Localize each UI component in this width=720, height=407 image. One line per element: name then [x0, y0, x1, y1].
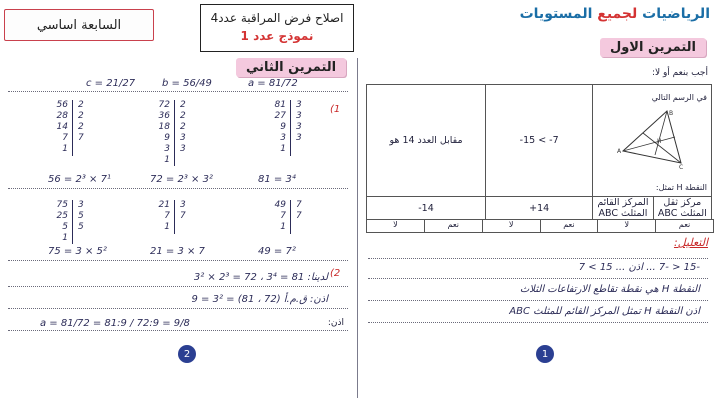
- d72-d3: 3: [180, 133, 186, 143]
- table-cell-plus14: [486, 197, 593, 220]
- d81-n3: 3: [280, 133, 286, 143]
- dotted-line-2: [368, 278, 708, 279]
- d49-n0: 49: [274, 200, 286, 210]
- ex2-dotted-q2-3: [8, 330, 348, 331]
- figure-label-c: C: [679, 164, 684, 171]
- d56-n3: 7: [62, 133, 68, 143]
- result-56: 56 = 2³ × 7¹: [48, 174, 111, 185]
- title-line-1: اصلاح فرض المراقبة عدد4: [210, 11, 344, 25]
- result-21: 21 = 3 × 7: [150, 246, 205, 257]
- q2-line-2: اذن: ق.م.أ (72 ، 81) = 3² = 9: [191, 294, 328, 305]
- d56-n0: 56: [56, 100, 68, 110]
- decomp-81-numbers: [268, 100, 286, 155]
- decomp-56-numbers: [50, 100, 68, 155]
- decomp-21-divisors: [180, 200, 186, 222]
- figure-label-b: B: [669, 110, 674, 117]
- d81-n4: 1: [280, 144, 286, 154]
- decomp-75-numbers: [50, 200, 68, 244]
- table-text-opposite-question: مقابل العدد 14 هو: [389, 135, 463, 146]
- result-49: 49 = 7²: [258, 246, 296, 257]
- d49-d0: 7: [296, 200, 302, 210]
- table-cell-opposite-question: [367, 85, 486, 197]
- d81-d2: 3: [296, 122, 302, 132]
- exercise2-label: [236, 58, 346, 77]
- table-cell-compare: [486, 85, 593, 197]
- d56-n1: 28: [56, 111, 68, 121]
- figure-label-a: A: [617, 148, 622, 155]
- d56-bar: [72, 100, 73, 156]
- answer-3: نعم: [540, 220, 598, 232]
- ex2-dotted-fractions: [8, 91, 348, 92]
- d81-d3: 3: [296, 133, 302, 143]
- d21-d0: 3: [180, 200, 186, 210]
- d72-d2: 2: [180, 122, 186, 132]
- d56-d2: 2: [78, 122, 84, 132]
- d72-n4: 3: [164, 144, 170, 154]
- d72-d0: 2: [180, 100, 186, 110]
- d56-n4: 1: [62, 144, 68, 154]
- page-number-1: 1: [536, 345, 554, 363]
- d75-n2: 5: [62, 222, 68, 232]
- result-81: 81 = 3⁴: [258, 174, 296, 185]
- d81-bar: [290, 100, 291, 156]
- ex2-dotted-q2-1: [8, 286, 348, 287]
- d49-bar: [290, 200, 291, 234]
- justify-line-2: النقطة H هي نقطة تقاطع الارتفاعات الثلاث: [519, 284, 700, 295]
- decomp-56-divisors: [78, 100, 84, 144]
- figure-caption: النقطة H تمثل:: [655, 183, 707, 192]
- d49-d1: 7: [296, 211, 302, 221]
- answers-row: [366, 219, 714, 233]
- answer-1: نعم: [655, 220, 713, 232]
- d72-n0: 72: [158, 100, 170, 110]
- answer-6: لا: [393, 220, 398, 229]
- exercise1-instruction: أجب بنعم أو لا:: [651, 68, 708, 78]
- figure-label-h: H: [657, 138, 662, 145]
- justify-label: التعليل:: [673, 236, 708, 249]
- decomp-72-numbers: [152, 100, 170, 166]
- d72-n5: 1: [164, 155, 170, 165]
- table-cell-orthocenter: [593, 197, 653, 220]
- level-text: السابعة اساسي: [36, 17, 122, 33]
- d81-d0: 3: [296, 100, 302, 110]
- d75-bar: [72, 200, 73, 244]
- d56-d3: 7: [78, 133, 84, 143]
- d75-n1: 25: [56, 211, 68, 221]
- exercise1-label-text: التمرين الاول: [609, 40, 696, 55]
- decomp-49-numbers: [268, 200, 286, 233]
- site-title: [520, 6, 710, 22]
- q2-result: a = 81/72 = 81:9 / 72:9 = 9/8: [40, 318, 190, 329]
- d72-d1: 2: [180, 111, 186, 121]
- q2-line-1: لدينا: 81 = 3⁴ ، 72 = 2³ × 3²: [193, 272, 328, 283]
- d72-bar: [174, 100, 175, 166]
- exercise1-table: [366, 84, 712, 220]
- page-number-2: 2: [178, 345, 196, 363]
- site-title-part-1: الرياضيات: [642, 6, 710, 22]
- table-text-plus14: +14: [529, 202, 550, 214]
- ex2-dotted-results-2: [8, 260, 348, 261]
- d75-n0: 75: [56, 200, 68, 210]
- justify-line-1: -15 < -7 ... اذن ... 15 > 7: [578, 262, 700, 273]
- d75-d2: 5: [78, 222, 84, 232]
- figure-title: في الرسم التالي: [651, 93, 707, 102]
- column-divider: [357, 58, 358, 398]
- table-text-orthocenter: المركز القائم المثلث ABC: [597, 197, 649, 219]
- decomp-21-numbers: [152, 200, 170, 233]
- d56-d0: 2: [78, 100, 84, 110]
- d49-n1: 7: [280, 211, 286, 221]
- d72-d4: 3: [180, 144, 186, 154]
- result-75: 75 = 3 × 5²: [48, 246, 107, 257]
- d21-n0: 21: [158, 200, 170, 210]
- d81-d1: 3: [296, 111, 302, 121]
- table-text-minus14: -14: [418, 202, 434, 214]
- d72-n1: 36: [158, 111, 170, 121]
- answer-4: لا: [482, 220, 540, 232]
- decomp-72-divisors: [180, 100, 186, 155]
- d75-d1: 5: [78, 211, 84, 221]
- justify-line-3: اذن النقطة H تمثل المركز القائم للمثلث ABC: [509, 306, 700, 317]
- answer-2: لا: [597, 220, 655, 232]
- decomp-49-divisors: [296, 200, 302, 222]
- d75-d0: 3: [78, 200, 84, 210]
- exercise1-label: [600, 38, 706, 57]
- answer-5: نعم: [424, 220, 482, 232]
- decomp-81-divisors: [296, 100, 302, 144]
- title-box: [200, 4, 354, 52]
- site-title-part-2: لجميع: [597, 6, 638, 22]
- d56-d1: 2: [78, 111, 84, 121]
- q2-line-3-label: اذن:: [327, 318, 344, 328]
- table-text-compare: -15 < -7: [519, 135, 559, 146]
- d21-bar: [174, 200, 175, 234]
- d56-n2: 14: [56, 122, 68, 132]
- table-text-centroid: مركز ثقل المثلث ABC: [657, 197, 707, 219]
- title-line-2: نموذج عدد 1: [240, 29, 314, 43]
- q1-label: (1: [330, 104, 341, 115]
- fraction-c: c = 21/27: [86, 78, 136, 89]
- d21-n1: 7: [164, 211, 170, 221]
- table-cell-minus14: [367, 197, 486, 220]
- decomp-75-divisors: [78, 200, 84, 233]
- d49-n2: 1: [280, 222, 286, 232]
- ex2-dotted-q2-2: [8, 308, 348, 309]
- d21-d1: 7: [180, 211, 186, 221]
- d72-n2: 18: [158, 122, 170, 132]
- d75-n3: 1: [62, 233, 68, 243]
- table-cell-centroid: [653, 197, 711, 220]
- d81-n0: 81: [274, 100, 286, 110]
- dotted-line-1: [368, 258, 708, 259]
- dotted-line-3: [368, 300, 708, 301]
- ex2-dotted-results-1: [8, 188, 348, 189]
- exercise2-label-text: التمرين الثاني: [246, 60, 337, 75]
- fraction-a: a = 81/72: [248, 78, 298, 89]
- q2-label: (2: [330, 268, 341, 279]
- site-title-part-3: المستويات: [519, 6, 593, 22]
- d21-n2: 1: [164, 222, 170, 232]
- table-cell-figure: [593, 85, 712, 197]
- dotted-line-4: [368, 322, 708, 323]
- d72-n3: 9: [164, 133, 170, 143]
- fraction-b: b = 56/49: [162, 78, 212, 89]
- level-box: [4, 9, 154, 41]
- triangle-figure: [617, 107, 687, 171]
- d81-n2: 9: [280, 122, 286, 132]
- d81-n1: 27: [274, 111, 286, 121]
- result-72: 72 = 2³ × 3²: [150, 174, 213, 185]
